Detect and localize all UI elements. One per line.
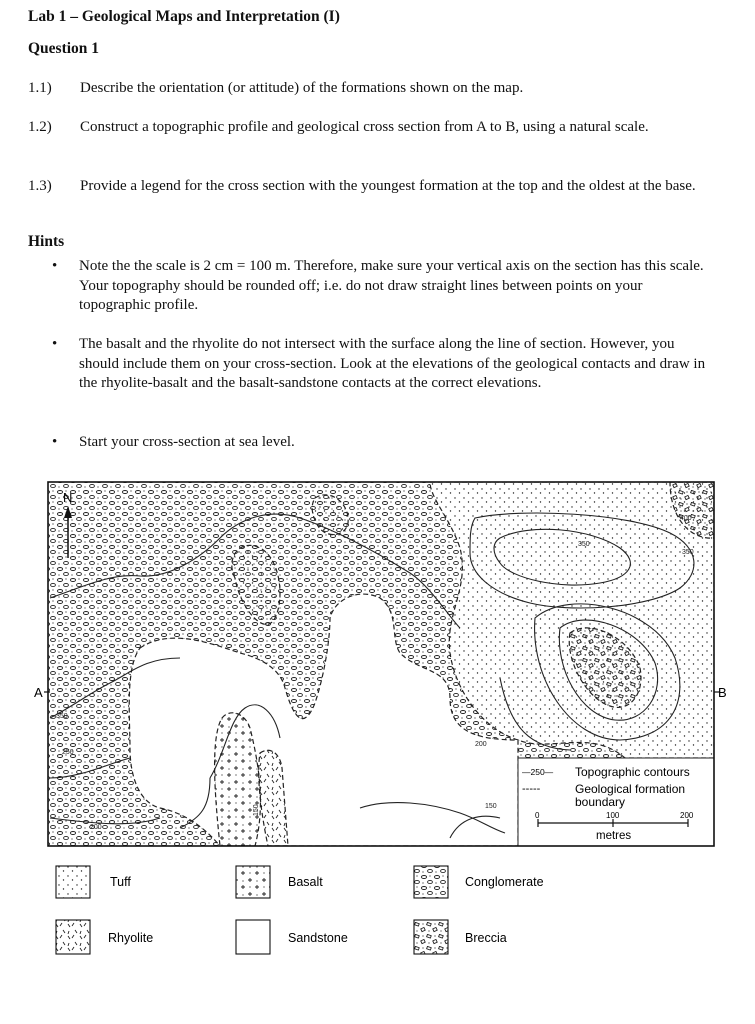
contour-label: 150 xyxy=(253,804,260,816)
contour-label: 400 xyxy=(680,515,692,522)
contour-label: 350 xyxy=(578,541,590,548)
question-text: Construct a topographic profile and geological cross section from A to B, using a natural scale. xyxy=(80,119,649,135)
legend-label: Rhyolite xyxy=(108,931,154,945)
breccia-swatch xyxy=(414,920,448,954)
key-boundary-sample: ----- xyxy=(522,783,541,795)
hint-text: The basalt and the rhyolite do not intersect with the surface along the line of section. However, you should include them on your cross-section. Look at the elevations of the geological contacts and draw in the rhyolite-basalt and the basalt-sandstone contacts at the correct elevations. xyxy=(79,336,706,391)
bullet: • xyxy=(52,434,58,450)
question-heading: Question 1 xyxy=(28,40,100,57)
scale-tick-label: 100 xyxy=(606,811,620,820)
scale-tick-label: 200 xyxy=(680,811,694,820)
legend-item-tuff xyxy=(56,866,131,898)
page-title: Lab 1 – Geological Maps and Interpretation (I) xyxy=(28,8,340,25)
question-number: 1.1) xyxy=(28,80,52,96)
legend-label: Tuff xyxy=(110,875,131,889)
key-contour-sample: —250— xyxy=(522,767,554,777)
rhyolite-swatch xyxy=(56,920,90,954)
question-number: 1.3) xyxy=(28,178,52,194)
key-boundary-label-2: boundary xyxy=(575,795,626,809)
scale-unit-label: metres xyxy=(596,830,632,842)
hint-text: Note the the scale is 2 cm = 100 m. Therefore, make sure your vertical axis on the section has this scale. Your topography should be rounded off; i.e. do not draw straight lines between points on your topographic profile. xyxy=(79,258,704,313)
point-b-label: B xyxy=(718,685,727,700)
legend-label: Breccia xyxy=(465,931,507,945)
legend-item-rhyolite xyxy=(56,920,153,954)
legend-label: Sandstone xyxy=(288,931,348,945)
lithology-legend xyxy=(56,866,544,954)
hints-heading: Hints xyxy=(28,233,65,250)
legend-item-breccia xyxy=(414,920,507,954)
contour-label: 250 xyxy=(62,749,74,756)
legend-item-conglomerate xyxy=(414,866,544,898)
contour-label: 150 xyxy=(485,803,497,810)
key-boundary-label: Geological formation xyxy=(575,782,686,796)
sandstone-swatch xyxy=(236,920,270,954)
contour-label: 200 xyxy=(90,824,102,831)
legend-item-basalt xyxy=(236,866,323,898)
hint-text: Start your cross-section at sea level. xyxy=(79,434,295,450)
tuff-swatch xyxy=(56,866,90,898)
legend-label: Basalt xyxy=(288,875,323,889)
north-label: N xyxy=(63,490,73,505)
conglomerate-swatch xyxy=(414,866,448,898)
question-text: Provide a legend for the cross section with the youngest formation at the top and the oldest at the base. xyxy=(80,178,696,194)
legend-label: Conglomerate xyxy=(465,875,544,889)
bullet: • xyxy=(52,258,58,274)
legend-item-sandstone xyxy=(236,920,348,954)
basalt-swatch xyxy=(236,866,270,898)
contour-label: 200 xyxy=(475,741,487,748)
bullet: • xyxy=(52,336,58,352)
question-text: Describe the orientation (or attitude) of the formations shown on the map. xyxy=(80,80,524,96)
contour-label: 350 xyxy=(56,713,68,720)
question-number: 1.2) xyxy=(28,119,52,135)
scale-tick-label: 0 xyxy=(535,811,540,820)
point-a-label: A xyxy=(34,685,43,700)
contour-label: 350 xyxy=(682,549,694,556)
geological-map-figure xyxy=(30,478,730,978)
key-contour-label: Topographic contours xyxy=(575,765,690,779)
